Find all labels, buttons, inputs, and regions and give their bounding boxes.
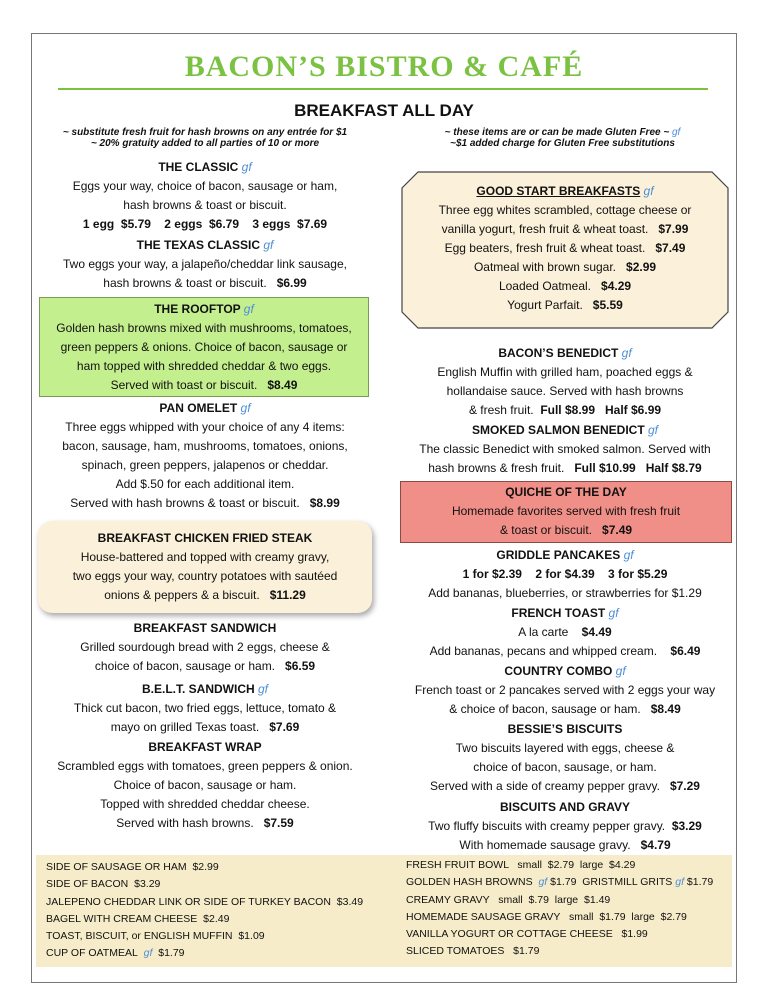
item-bacons-benedict: BACON’S BENEDICT gf English Muffin with grilled ham, poached eggs & hollandaise sauce. Served with hash browns & fresh fruit. Full $8.99 Half $6.99 [437,346,693,417]
item-name: THE CLASSIC [158,160,239,174]
side-item: TOAST, BISCUIT, or ENGLISH MUFFIN $1.09 [46,930,265,943]
item-the-classic: THE CLASSIC gf Eggs your way, choice of bacon, sausage or ham, hash browns & toast or biscuit. 1 egg $5.79 2 eggs $6.79 3 eggs $7.69 [40,158,370,234]
side-hash-grits: GOLDEN HASH BROWNS gf $1.79 GRISTMILL GRITS gf $1.79 [406,876,714,889]
sides-left-list [46,859,363,963]
item-griddle-pancakes: GRIDDLE PANCAKES gf 1 for $2.39 2 for $4.39 3 for $5.29 Add bananas, blueberries, or strawberries for $1.29 [428,548,702,600]
side-item: SIDE OF BACON $3.29 [46,878,161,891]
side-tomatoes: SLICED TOMATOES $1.79 [406,945,540,958]
side-sausage-gravy: HOMEMADE SAUSAGE GRAVY small $1.79 large $2.79 [406,910,687,923]
item-smoked-salmon-benedict: SMOKED SALMON BENEDICT gf The classic Benedict with smoked salmon. Served with hash browns & fresh fruit. Full $10.99 Half $8.79 [419,423,711,475]
note-fruit-sub: ~ substitute fresh fruit for hash browns on any entrée for $1 [62,127,348,138]
side-creamy-gravy: CREAMY GRAVY small $.79 large $1.49 [406,893,611,906]
side-item: SIDE OF SAUSAGE OR HAM $2.99 [46,861,219,873]
menu-subtitle: BREAKFAST ALL DAY [294,101,474,120]
side-item: JALEPENO CHEDDAR LINK OR SIDE OF TURKEY BACON $3.49 [46,895,364,908]
item-quiche-of-the-day: QUICHE OF THE DAY Homemade favorites served with fresh fruit & toast or biscuit. $7.49 [400,481,732,543]
item-breakfast-sandwich: BREAKFAST SANDWICH Grilled sourdough bread with 2 eggs, cheese & choice of bacon, sausage or ham. $6.59 [80,621,330,673]
side-item: CUP OF OATMEAL gf $1.79 [46,947,185,960]
item-french-toast: FRENCH TOAST gf A la carte $4.49 Add bananas, pecans and whipped cream. $6.49 [429,606,701,658]
sides-right-list [406,857,713,961]
item-rooftop: THE ROOFTOP gf Golden hash browns mixed with mushrooms, tomatoes, green peppers & onions. Choice of bacon, sausage or ham topped with shredded cheddar & two eggs. Served with toast or biscuit. $8.49 [39,297,369,397]
gf-tag: gf [241,160,252,174]
item-pan-omelet: PAN OMELET gf Three eggs whipped with your choice of any 4 items: bacon, sausage, ham, mushrooms, tomatoes, onions, spinach, green peppers, jalapenos or cheddar. Add $.50 for each additional item. Served with hash browns & toast or biscuit. $8.99 [62,401,348,510]
sides-panel [36,855,732,967]
title-divider [58,88,708,90]
side-fresh-fruit: FRESH FRUIT BOWL small $2.79 large $4.29 [406,859,636,871]
item-country-combo: COUNTRY COMBO gf French toast or 2 pancakes served with 2 eggs your way & choice of bacon, sausage or ham. $8.49 [414,664,716,716]
note-gratuity: ~ 20% gratuity added to all parties of 10 or more [90,138,320,149]
item-good-start-breakfasts: GOOD START BREAKFASTS gf Three egg whites scrambled, cottage cheese or vanilla yogurt, fresh fruit & wheat toast. $7.99 Egg beaters, fresh fruit & wheat toast. $7.49 Oatmeal with brown sugar. $2.99 Loaded Oatmeal. $4.29 Yogurt Parfait. $5.59 [438,184,692,312]
note-gf-charge: ~$1 added charge for Gluten Free substitutions [450,138,675,149]
item-breakfast-wrap: BREAKFAST WRAP Scrambled eggs with tomatoes, green peppers & onion. Choice of bacon, sausage or ham. Topped with shredded cheddar cheese. Served with hash browns. $7.59 [57,740,353,830]
item-belt-sandwich: B.E.L.T. SANDWICH gf Thick cut bacon, two fried eggs, lettuce, tomato & mayo on grilled Texas toast. $7.69 [73,682,337,734]
note-gluten-free: ~ these items are or can be made Gluten Free ~ gf [444,127,681,138]
item-bessies-biscuits: BESSIE’S BISCUITS Two biscuits layered with eggs, cheese & choice of bacon, sausage, or ham. Served with a side of creamy pepper gravy. $7.29 [430,722,700,793]
restaurant-title: BACON’S BISTRO & CAFÉ [184,50,584,83]
note-right [395,127,730,149]
item-texas-classic: THE TEXAS CLASSIC gf Two eggs your way, a jalapeño/cheddar link sausage, hash browns & toast or biscuit. $6.99 [63,238,347,290]
item-prices: 1 egg $5.79 2 eggs $6.79 3 eggs $7.69 [82,217,328,231]
item-biscuits-and-gravy: BISCUITS AND GRAVY Two fluffy biscuits with creamy pepper gravy. $3.29 With homemade sausage gravy. $4.79 [428,800,702,852]
note-left [40,127,370,149]
side-item: BAGEL WITH CREAM CHEESE $2.49 [46,912,230,925]
side-yogurt: VANILLA YOGURT OR COTTAGE CHEESE $1.99 [406,928,648,941]
item-chicken-fried-steak: BREAKFAST CHICKEN FRIED STEAK House-battered and topped with creamy gravy, two eggs your way, country potatoes with sautéed onions & peppers & a biscuit. $11.29 [38,521,372,613]
